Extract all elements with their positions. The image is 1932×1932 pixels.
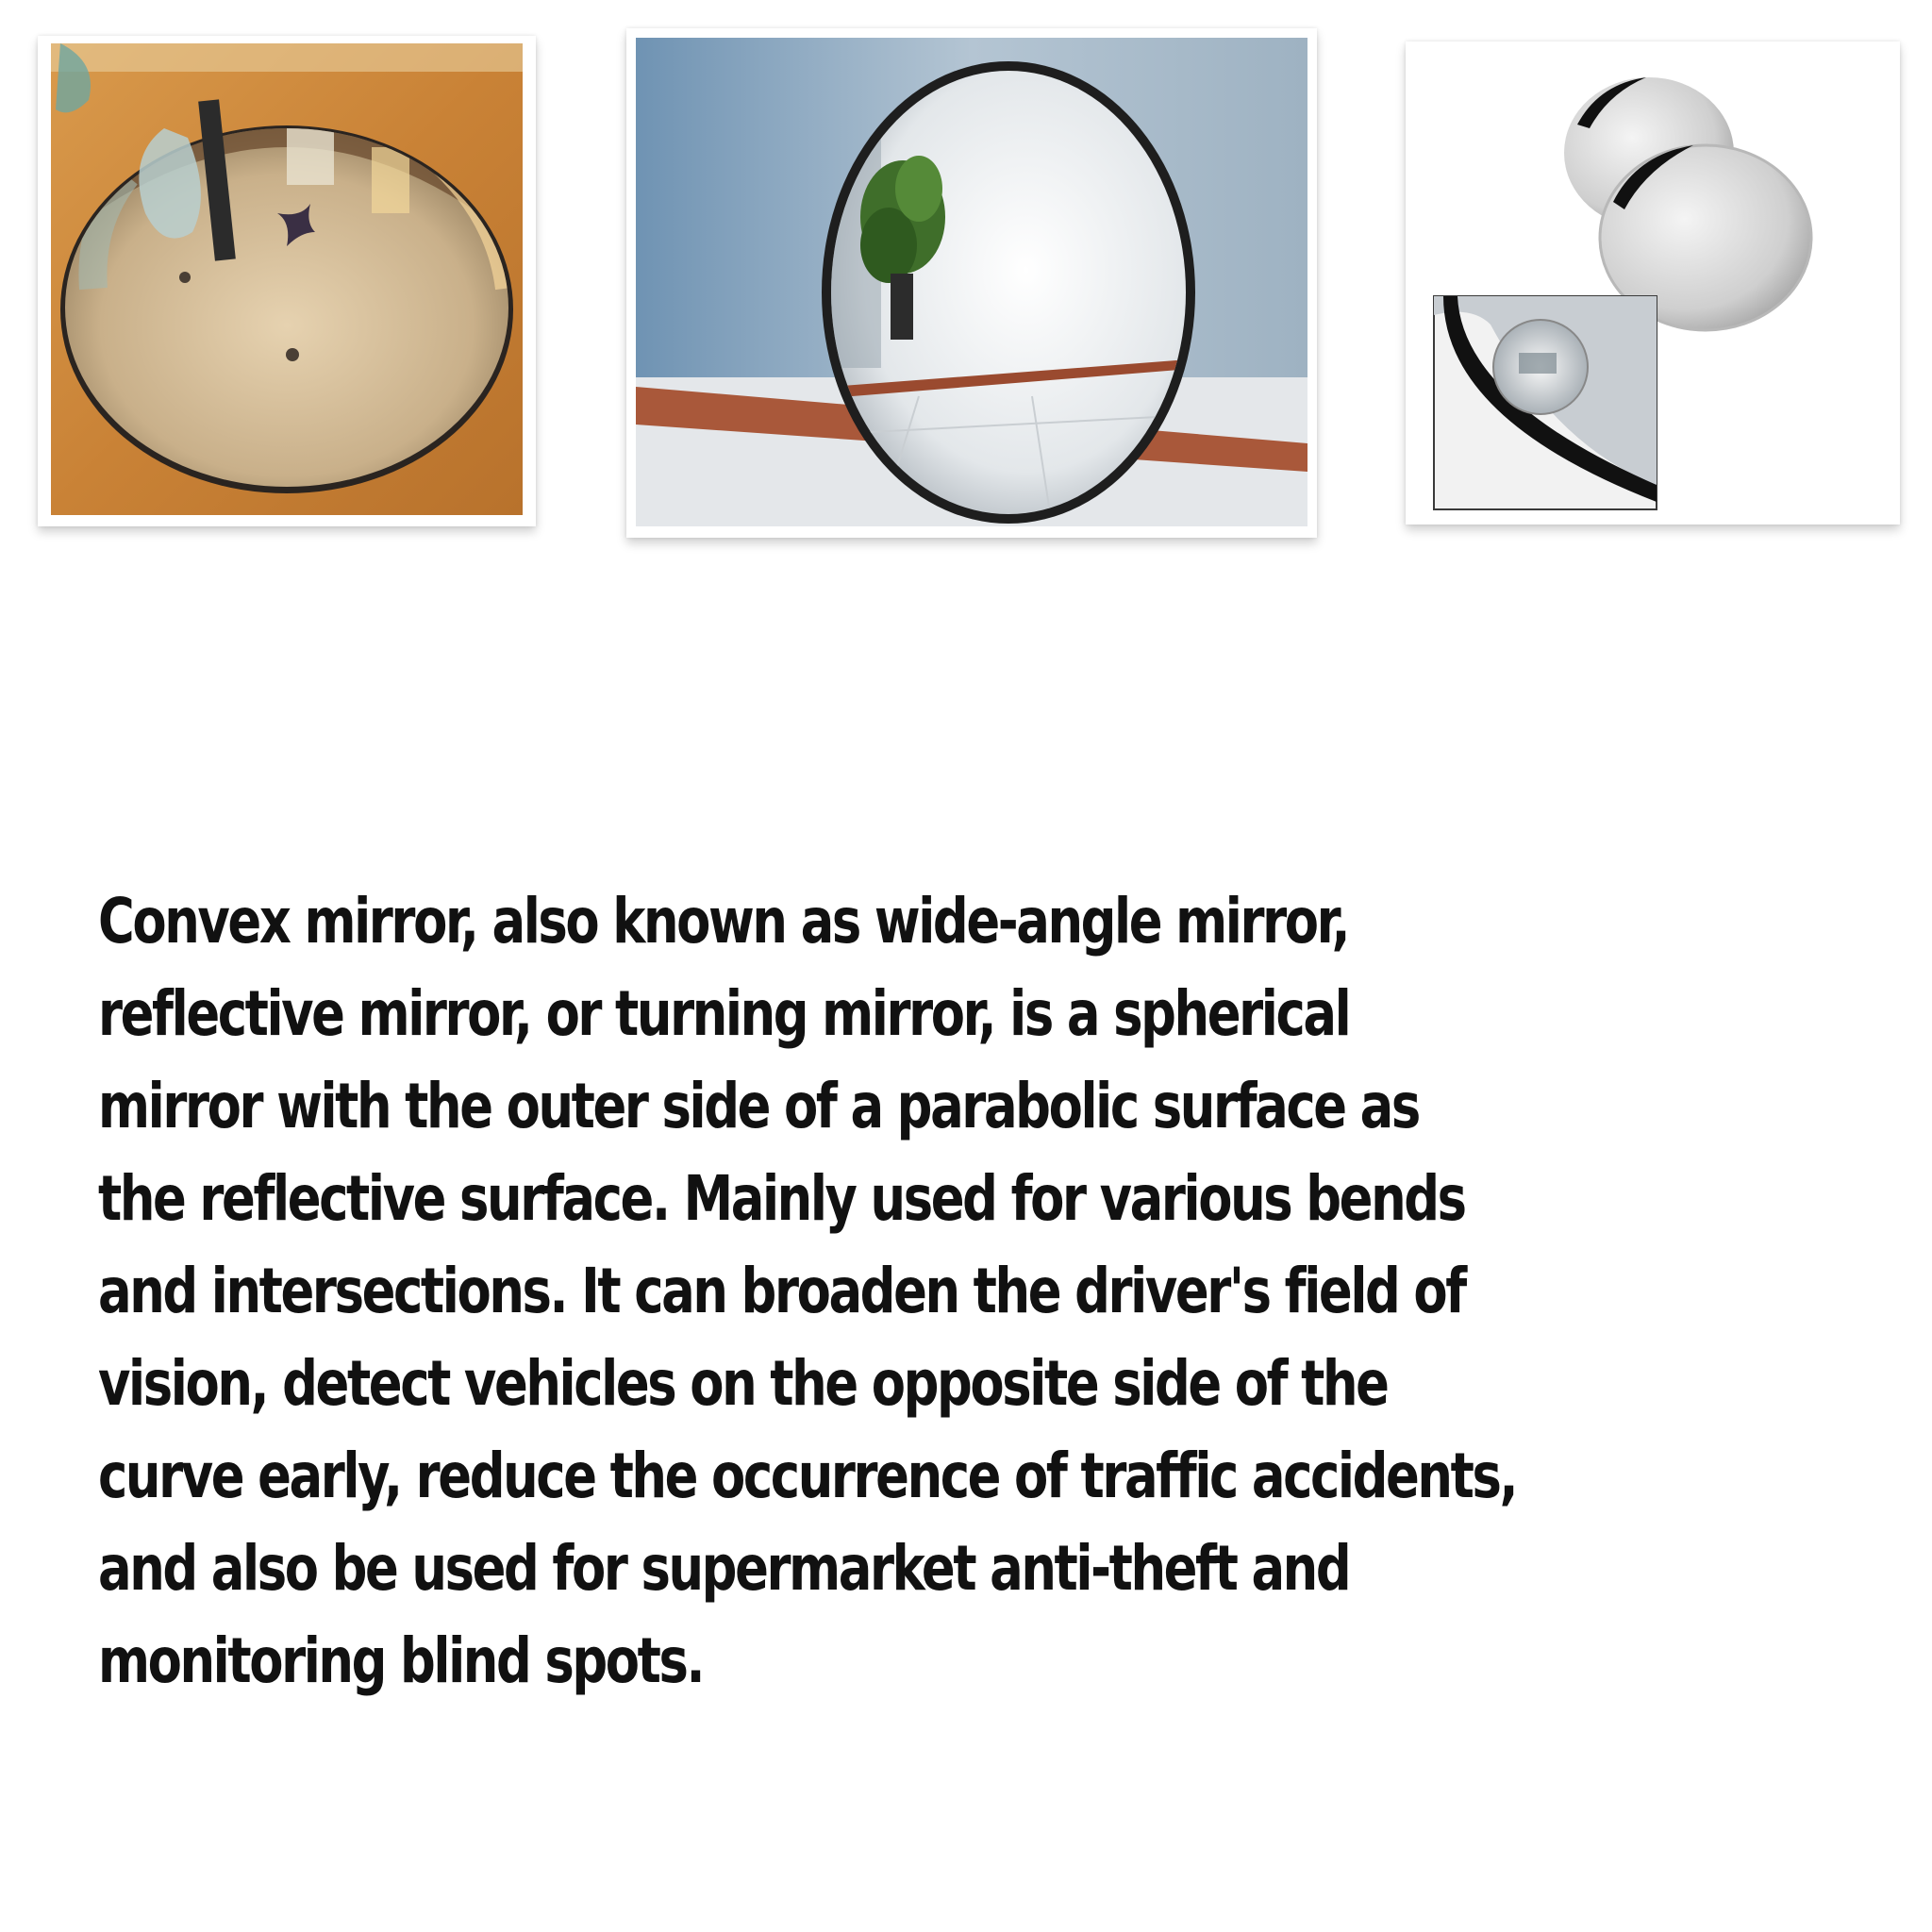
convex-mirror-against-wall-photo <box>626 28 1317 538</box>
mirror-on-table-illustration <box>51 43 523 515</box>
mirror-against-wall-illustration <box>636 38 1307 526</box>
blind-spot-mirror-illustration <box>1406 42 1900 525</box>
product-description: Convex mirror, also known as wide-angle mirror, reflective mirror, or turning mirror, is a spherical mirror with the outer side of a parabolic surface as the reflective surface. Mainly used for various bends and intersections. It can broaden the driver's field of vision, detect vehicles on the opposite side of the curve early, reduce the occurrence of traffic accidents, and also be used for supermarket anti-theft and monitoring blind spots. <box>98 885 1517 1697</box>
blind-spot-mirror-photo <box>1406 42 1900 525</box>
convex-mirror-on-table-photo <box>38 36 536 526</box>
